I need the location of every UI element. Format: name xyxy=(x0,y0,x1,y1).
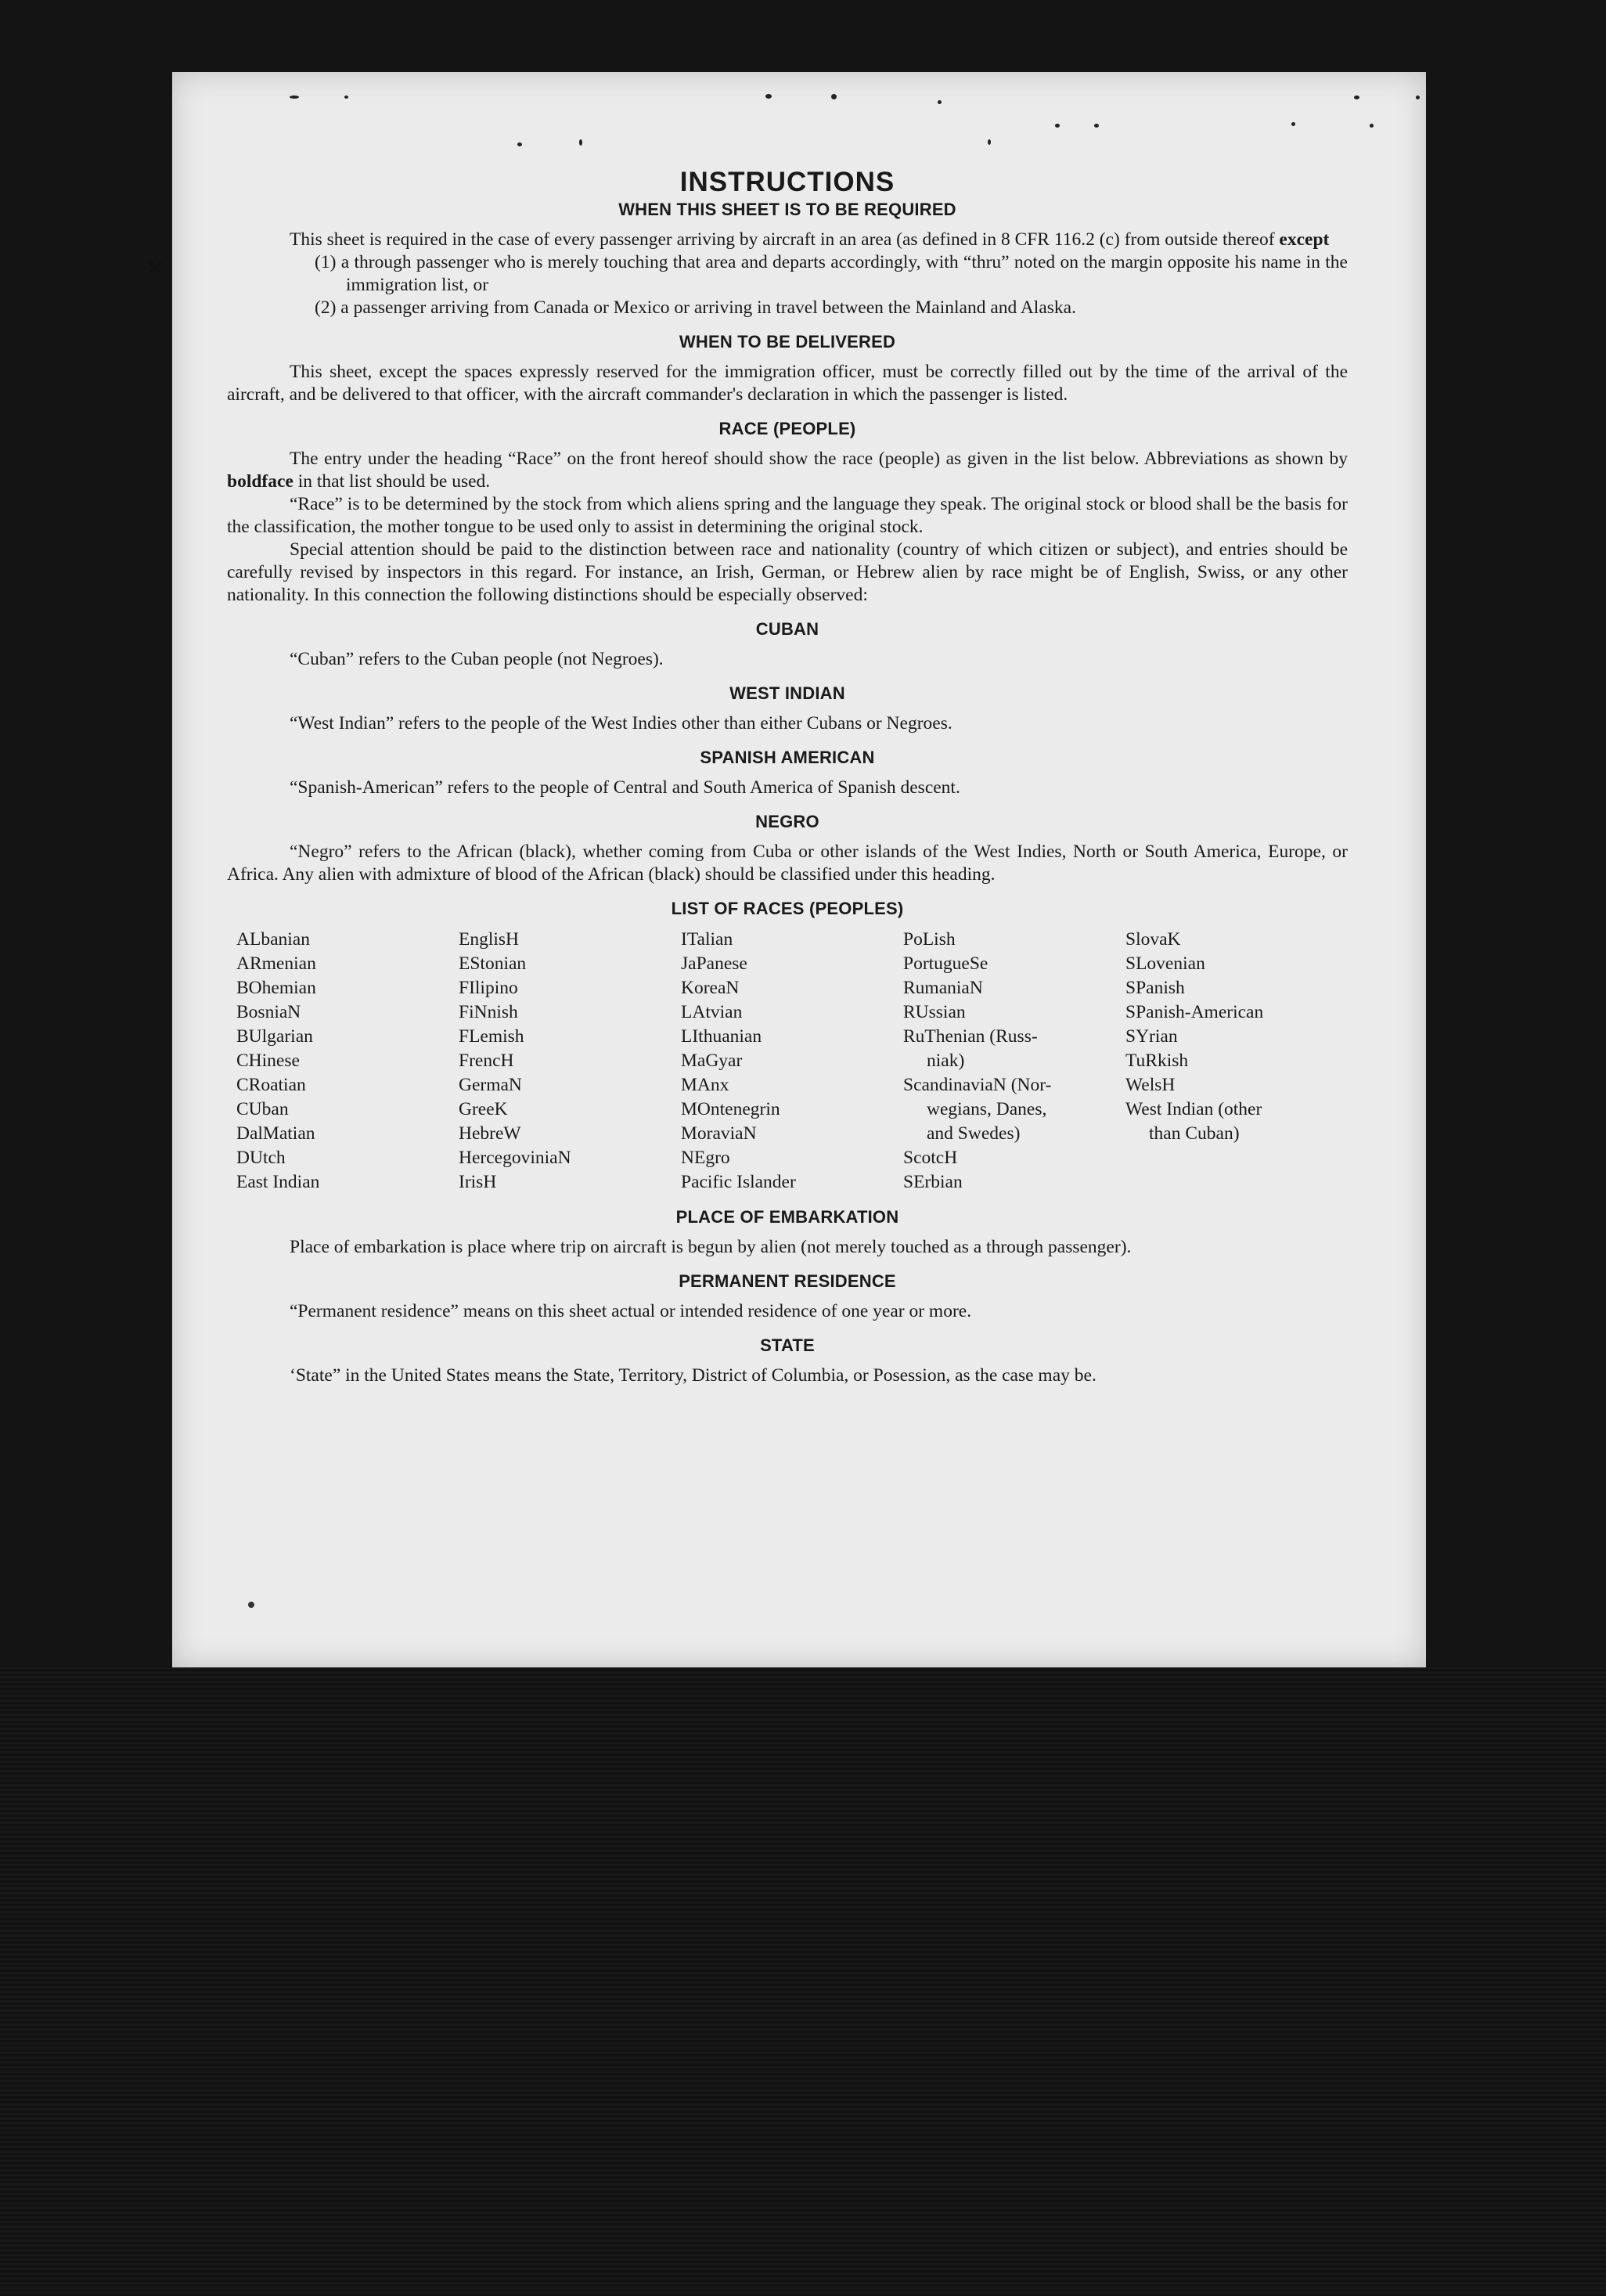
race-entry: CRoatian xyxy=(236,1075,306,1095)
race-entry: WelsH xyxy=(1125,1075,1176,1095)
heading-spanish-american: SPANISH AMERICAN xyxy=(700,748,875,767)
race-entry: SLovenian xyxy=(1125,953,1205,974)
race-paragraph-2: “Race” is to be determined by the stock from which aliens spring and the language they speak. The original stock or blood shall be the basis for the classification, the mother tongue to be used only to assist in determining the original stock. xyxy=(227,494,1348,537)
race-entry: CUban xyxy=(236,1099,289,1119)
race-entry: GreeK xyxy=(459,1099,508,1119)
heading-required: WHEN THIS SHEET IS TO BE REQUIRED xyxy=(618,200,956,219)
race-entry: NEgro xyxy=(681,1148,730,1168)
negro-text: “Negro” refers to the African (black), whether coming from Cuba or other islands of the West Indies, North or South America, Europe, or Africa. Any alien with admixture of blood of the African (black) should be classified under this heading. xyxy=(227,842,1348,885)
race-entry: PortugueSe xyxy=(903,953,988,974)
race-entry: MoraviaN xyxy=(681,1123,757,1144)
race-entry: ALbanian xyxy=(236,929,310,950)
race-entry: SPanish xyxy=(1125,978,1185,998)
race-entry: LAtvian xyxy=(681,1002,743,1022)
race-entry: and Swedes) xyxy=(927,1123,1021,1144)
race-entry: RUssian xyxy=(903,1002,966,1022)
race-entry: FLemish xyxy=(459,1026,524,1047)
heading-state: STATE xyxy=(760,1335,815,1355)
race-entry: IrisH xyxy=(459,1172,497,1192)
race-entry: HebreW xyxy=(459,1123,521,1144)
race-entry: than Cuban) xyxy=(1149,1123,1240,1144)
race-entry: GermaN xyxy=(459,1075,522,1095)
race-entry: ITalian xyxy=(681,929,733,950)
race-entry: ScotcH xyxy=(903,1148,958,1168)
races-column-5 xyxy=(1125,928,1348,1195)
race-entry: SPanish-American xyxy=(1125,1002,1264,1022)
margin-arrow-mark: ✕ xyxy=(146,255,165,281)
race-paragraph-1-bold: boldface xyxy=(227,471,293,492)
race-entry: MOntenegrin xyxy=(681,1099,780,1119)
race-entry: EStonian xyxy=(459,953,527,974)
race-entry: HercegoviniaN xyxy=(459,1148,571,1168)
race-entry: SlovaK xyxy=(1125,929,1181,950)
race-paragraph-3: Special attention should be paid to the distinction between race and nationality (country of which citizen or subject), and entries should be carefully revised by inspectors in this regard. For instance, an Irish, German, or Hebrew alien by race might be of English, Swiss, or any other nationality. In this connection the following distinctions should be especially observed: xyxy=(227,539,1348,605)
race-entry: CHinese xyxy=(236,1051,300,1071)
race-entry: East Indian xyxy=(236,1172,320,1192)
races-column-4 xyxy=(903,928,1125,1195)
required-item-1: (1) a through passenger who is merely touching that area and departs accordingly, with “thru” noted on the margin opposite his name in the immigration list, or xyxy=(315,252,1348,295)
cuban-text: “Cuban” refers to the Cuban people (not Negroes). xyxy=(290,649,664,669)
race-entry: niak) xyxy=(927,1051,965,1071)
race-entry: KoreaN xyxy=(681,978,740,998)
heading-embarkation: PLACE OF EMBARKATION xyxy=(675,1207,899,1227)
state-text: ‘State” in the United States means the State, Territory, District of Columbia, or Posession, as the case may be. xyxy=(290,1365,1096,1386)
required-intro-bold: except xyxy=(1279,229,1330,250)
race-entry: PoLish xyxy=(903,929,956,950)
instructions-content xyxy=(227,167,1348,1387)
race-entry: FrencH xyxy=(459,1051,514,1071)
required-item-2: (2) a passenger arriving from Canada or Mexico or arriving in travel between the Mainland and Alaska. xyxy=(315,297,1076,318)
race-entry: ScandinaviaN (Nor- xyxy=(903,1075,1052,1095)
race-entry: Pacific Islander xyxy=(681,1172,796,1192)
race-entry: DUtch xyxy=(236,1148,286,1168)
residence-text: “Permanent residence” means on this sheet actual or intended residence of one year or more. xyxy=(290,1301,972,1321)
races-list xyxy=(236,928,1348,1195)
race-entry: MaGyar xyxy=(681,1051,743,1071)
race-entry: ARmenian xyxy=(236,953,316,974)
race-entry: West Indian (other xyxy=(1125,1099,1262,1119)
embarkation-text: Place of embarkation is place where trip on aircraft is begun by alien (not merely touched as a through passenger). xyxy=(290,1237,1132,1257)
heading-cuban: CUBAN xyxy=(755,619,819,639)
race-entry: JaPanese xyxy=(681,953,747,974)
heading-residence: PERMANENT RESIDENCE xyxy=(679,1271,896,1291)
delivered-text: This sheet, except the spaces expressly reserved for the immigration officer, must be correctly filled out by the time of the arrival of the aircraft, and be delivered to that officer, with the aircraft commander's declaration in which the passenger is listed. xyxy=(227,362,1348,405)
race-entry: FIlipino xyxy=(459,978,518,998)
race-entry: RuThenian (Russ- xyxy=(903,1026,1038,1047)
race-entry: LIthuanian xyxy=(681,1026,762,1047)
race-entry: EnglisH xyxy=(459,929,520,950)
race-paragraph-1: The entry under the heading “Race” on the front hereof should show the race (people) as given in the list below. Abbreviations as shown by boldface in that list should be used. xyxy=(227,449,1348,492)
required-intro: This sheet is required in the case of every passenger arriving by aircraft in an area (as defined in 8 CFR 116.2 (c) from outside thereof except xyxy=(290,229,1330,250)
heading-delivered: WHEN TO BE DELIVERED xyxy=(679,332,896,351)
race-entry: BUlgarian xyxy=(236,1026,313,1047)
races-column-2 xyxy=(459,928,681,1195)
bullet-mark xyxy=(248,1602,254,1608)
race-entry: MAnx xyxy=(681,1075,729,1095)
heading-list-of-races: LIST OF RACES (PEOPLES) xyxy=(671,899,904,918)
race-entry: SYrian xyxy=(1125,1026,1178,1047)
heading-race: RACE (PEOPLE) xyxy=(718,419,856,438)
race-entry: BosniaN xyxy=(236,1002,301,1022)
scan-background xyxy=(0,1667,1606,2296)
races-column-1 xyxy=(236,928,459,1195)
page-title: INSTRUCTIONS xyxy=(679,167,895,197)
race-entry: SErbian xyxy=(903,1172,963,1192)
race-entry: DalMatian xyxy=(236,1123,315,1144)
heading-negro: NEGRO xyxy=(755,812,819,831)
race-entry: FiNnish xyxy=(459,1002,518,1022)
west-indian-text: “West Indian” refers to the people of the West Indies other than either Cubans or Negroes. xyxy=(290,713,952,733)
races-column-3 xyxy=(681,928,903,1195)
race-entry: BOhemian xyxy=(236,978,316,998)
race-entry: RumaniaN xyxy=(903,978,983,998)
race-entry: TuRkish xyxy=(1125,1051,1189,1071)
heading-west-indian: WEST INDIAN xyxy=(729,683,845,703)
spanish-american-text: “Spanish-American” refers to the people of Central and South America of Spanish descent. xyxy=(290,777,960,798)
race-entry: wegians, Danes, xyxy=(927,1099,1047,1119)
